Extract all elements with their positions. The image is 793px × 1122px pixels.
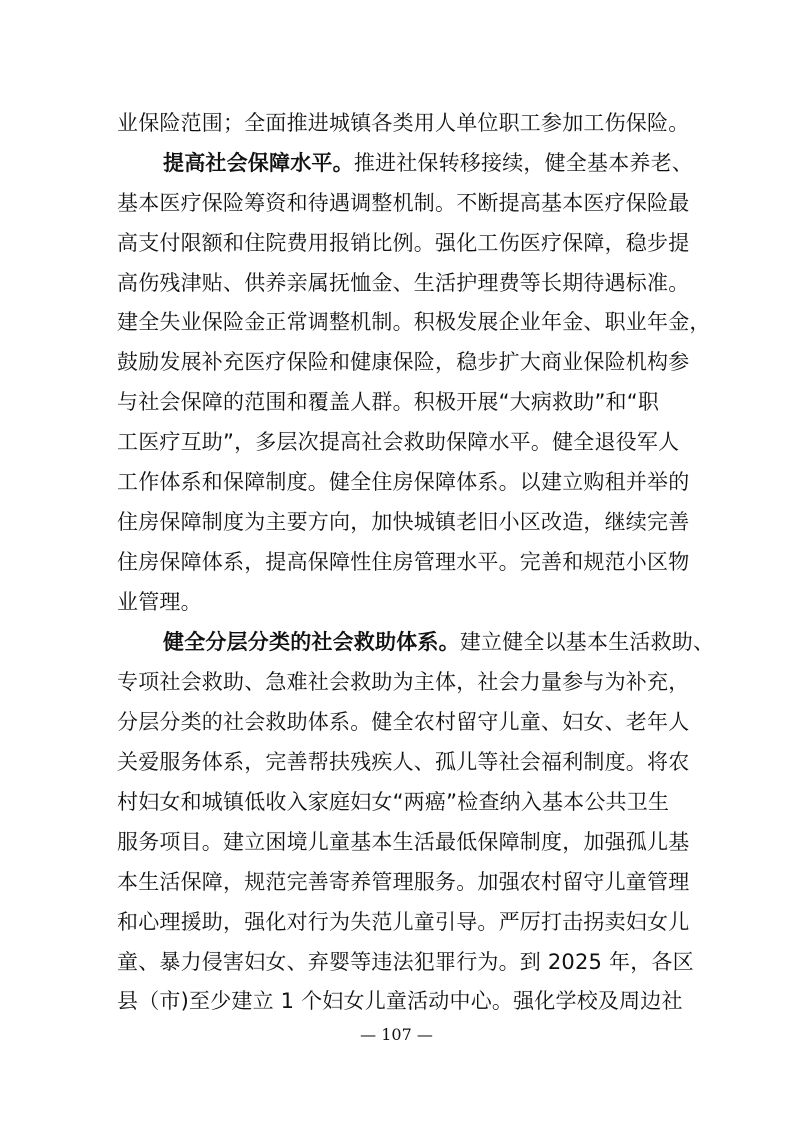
- text-line: 高伤残津贴、供养亲属抚恤金、生活护理费等长期待遇标准。: [117, 271, 690, 295]
- text-line: 村妇女和城镇低收入家庭妇女“两癌”检查纳入基本公共卫生: [117, 790, 670, 814]
- page-number: — 107 —: [360, 1025, 433, 1044]
- text-line: 业管理。: [117, 590, 202, 614]
- text-line: 业保险范围；全面推进城镇各类用人单位职工参加工伤保险。: [117, 111, 690, 135]
- text-line: 童、暴力侵害妇女、弃婴等违法犯罪行为。到 2025 年，各区: [117, 950, 694, 974]
- text-line: 高支付限额和住院费用报销比例。强化工伤医疗保障，稳步提: [117, 231, 690, 255]
- section-heading: 提高社会保障水平。: [163, 151, 354, 175]
- text-line: 建全失业保险金正常调整机制。积极发展企业年金、职业年金，: [117, 310, 711, 334]
- text-line: 工医疗互助”，多层次提高社会救助保障水平。健全退役军人: [117, 430, 680, 454]
- section-heading: 健全分层分类的社会救助体系。: [163, 630, 460, 654]
- text-line: 基本医疗保险筹资和待遇调整机制。不断提高基本医疗保险最: [117, 191, 690, 215]
- text-line: 鼓励发展补充医疗保险和健康保险，稳步扩大商业保险机构参: [117, 350, 690, 374]
- text-line: 和心理援助，强化对行为失范儿童引导。严厉打击拐卖妇女儿: [117, 910, 690, 934]
- text-line: 健全分层分类的社会救助体系。建立健全以基本生活救助、: [163, 630, 715, 654]
- text-line: 分层分类的社会救助体系。健全农村留守儿童、妇女、老年人: [117, 710, 690, 734]
- text-line: 工作体系和保障制度。健全住房保障体系。以建立购租并举的: [117, 470, 690, 494]
- text-line: 关爱服务体系，完善帮扶残疾人、孤儿等社会福利制度。将农: [117, 750, 690, 774]
- text-line: 住房保障体系，提高保障性住房管理水平。完善和规范小区物: [117, 550, 690, 574]
- text-line: 本生活保障，规范完善寄养管理服务。加强农村留守儿童管理: [117, 870, 690, 894]
- text-line: 提高社会保障水平。推进社保转移接续，健全基本养老、: [163, 151, 694, 175]
- text-line: 县（市)至少建立 1 个妇女儿童活动中心。强化学校及周边社: [117, 989, 683, 1013]
- text-line: 专项社会救助、急难社会救助为主体，社会力量参与为补充，: [117, 670, 690, 694]
- text-line: 与社会保障的范围和覆盖人群。积极开展“大病救助”和“职: [117, 390, 660, 414]
- text-line: 住房保障制度为主要方向，加快城镇老旧小区改造，继续完善: [117, 510, 690, 534]
- text-line: 服务项目。建立困境儿童基本生活最低保障制度，加强孤儿基: [117, 830, 690, 854]
